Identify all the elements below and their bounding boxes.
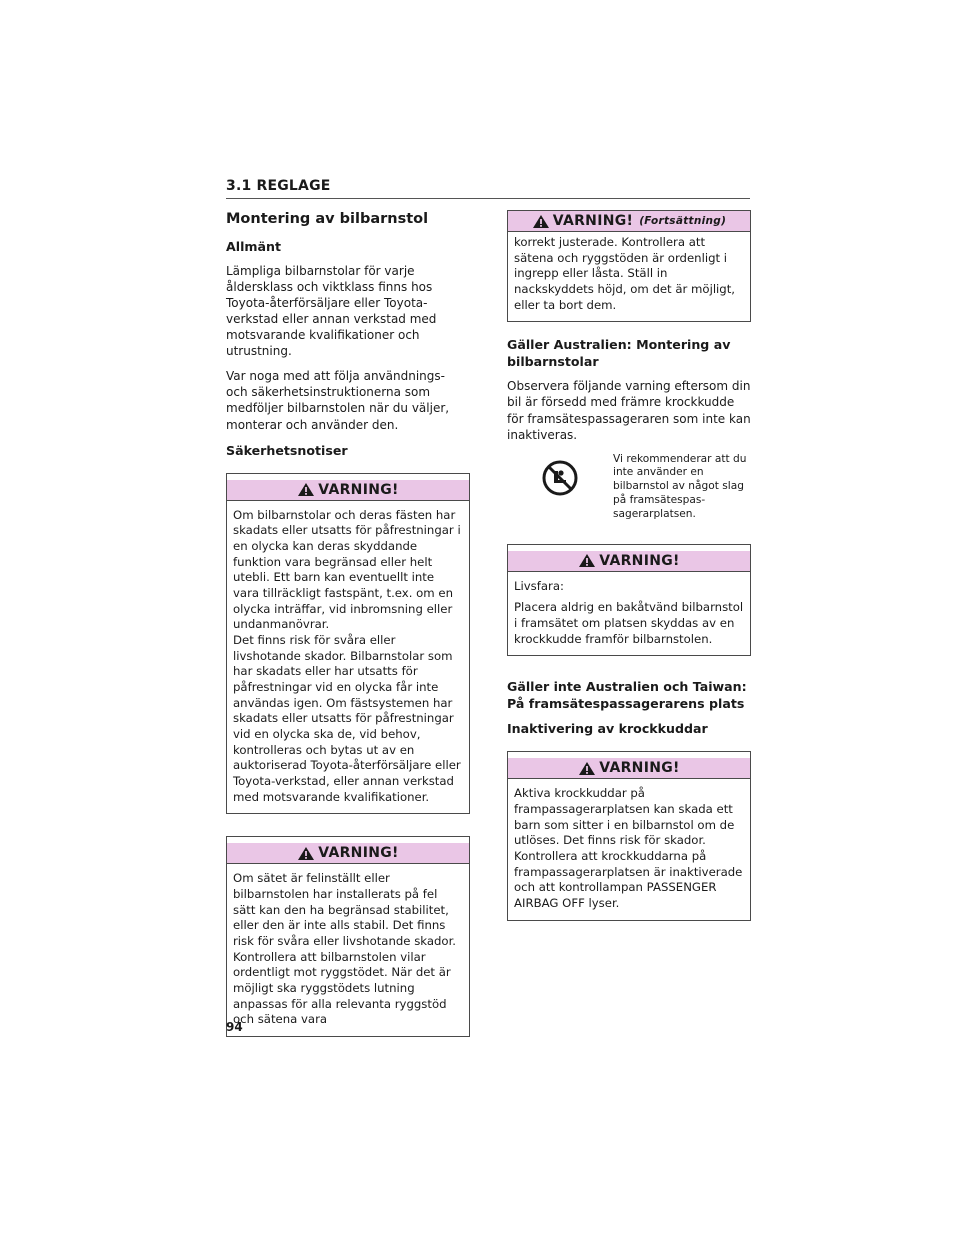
warning-header: [508, 211, 750, 232]
warning-label: VARNING!: [552, 213, 634, 229]
warning-label: VARNING!: [318, 845, 399, 862]
no-child-seat-icon: [541, 459, 579, 497]
warning-header: [508, 551, 750, 572]
warning-text: Det finns risk för svåra eller livshotande skador. Bilbarnstolar som har skadats eller har utsatts för påfrestningar vid en olycka får inte användas igen. Om fästsystemen har skadats eller utsatts för påfrestningar vid en olycka ska de, vid behov, kontrolleras och bytas ut av en auktoriserad Toyota-återförsäljare eller Toyota-verkstad, eller annan verkstad med motsvarande kvalifikationer.: [233, 633, 461, 804]
not-australia-heading: Gäller inte Australien och Taiwan: På framsätespassagerarens plats: [507, 679, 747, 712]
warning-triangle-icon: [578, 761, 596, 776]
warning-box-continued: [507, 210, 751, 322]
warning-triangle-icon: [578, 553, 596, 568]
inaktivering-heading: Inaktivering av krockkuddar: [507, 721, 708, 737]
warning-header: [508, 758, 750, 779]
warning-text: Aktiva krockkuddar på frampassagerarplatsen kan skada ett barn som sitter i en bilbarnstol om de utlöses. Det finns risk för skador. Kontrollera att krockkuddarna på frampassagerarplatsen är inaktiverade och att kontrollampan PASSENGER AIRBAG OFF lyser.: [514, 786, 743, 910]
warning-box-4: [507, 751, 751, 920]
warning-text: Livsfara:: [514, 578, 564, 593]
warning-box-3: [507, 544, 751, 657]
left-column: [226, 210, 470, 1059]
paragraph-2: Var noga med att följa användnings- och säkerhetsinstruktionerna som medföljer bilbarnstolen när du väljer, monterar och använder den.: [226, 369, 450, 432]
warning-box-2: [226, 836, 470, 1037]
warning-body: [508, 572, 750, 656]
warning-label: VARNING!: [599, 760, 680, 777]
warning-text: korrekt justerade. Kontrollera att sätena och ryggstöden är ordenligt i ingrepp eller låsta. Ställ in nackskyddets höjd, om det är möjligt, eller ta bort dem.: [514, 235, 736, 312]
warning-body: [227, 501, 469, 814]
warning-label: VARNING!: [599, 552, 680, 569]
warning-triangle-icon: [297, 482, 315, 497]
paragraph-1: Lämpliga bilbarnstolar för varje åldersklass och viktklass finns hos Toyota-återförsäljare eller Toyota-verkstad eller annan verkstad med motsvarande kvalifikationer och utrustning.: [226, 263, 437, 359]
warning-header: [227, 843, 469, 864]
warning-label: VARNING!: [318, 481, 399, 498]
icon-row: [507, 453, 751, 522]
page-title: Montering av bilbarnstol: [226, 211, 429, 227]
warning-body: [227, 864, 469, 1036]
continuation-label: (Fortsättning): [639, 215, 727, 227]
section-header: 3.1 REGLAGE: [226, 178, 750, 199]
australia-text: Observera följande varning eftersom din bil är försedd med främre krockkudde för framsätespassageraren som inte kan inaktiveras.: [507, 379, 751, 442]
australia-heading: Gäller Australien: Montering av bilbarnstolar: [507, 337, 731, 370]
page-number: 94: [226, 1020, 243, 1034]
warning-box-1: [226, 473, 470, 815]
allmant-heading: Allmänt: [226, 238, 281, 254]
warning-triangle-icon: [532, 214, 550, 229]
warning-text: Placera aldrig en bakåtvänd bilbarnstol i framsätet om platsen skyddas av en krockkudde framför bilbarnstolen.: [514, 600, 744, 646]
icon-box: [507, 453, 613, 522]
warning-body: [508, 779, 750, 919]
warning-text: Om sätet är felinställt eller bilbarnstolen har installerats på fel sätt kan den ha begränsad stabilitet, eller den är inte alls stabil. Det finns risk för svåra eller livshotande skador. Kontrollera att bilbarnstolen vilar ordentligt mot ryggstödet. När det är möjligt ska ryggstödets lutning anpassas för alla relevanta ryggstöd och sätena vara: [233, 871, 457, 1027]
icon-caption: Vi rekommenderar att du inte använder en bilbarnstol av något slag på framsätespas-sagerarplatsen.: [613, 452, 747, 520]
sakerhet-heading: Säkerhetsnotiser: [226, 442, 348, 458]
warning-header: [227, 480, 469, 501]
warning-text: Om bilbarnstolar och deras fästen har skadats eller utsatts för påfrestningar i en olycka kan deras skyddande funktion vara begränsad eller helt utebli. Ett barn kan eventuellt inte vara tillräckligt fastspänt, t.ex. om en olycka inträffar, vid inbromsning eller undanmanövrar.: [233, 507, 461, 632]
warning-triangle-icon: [297, 846, 315, 861]
warning-body: [508, 232, 750, 321]
right-column: [507, 210, 751, 943]
